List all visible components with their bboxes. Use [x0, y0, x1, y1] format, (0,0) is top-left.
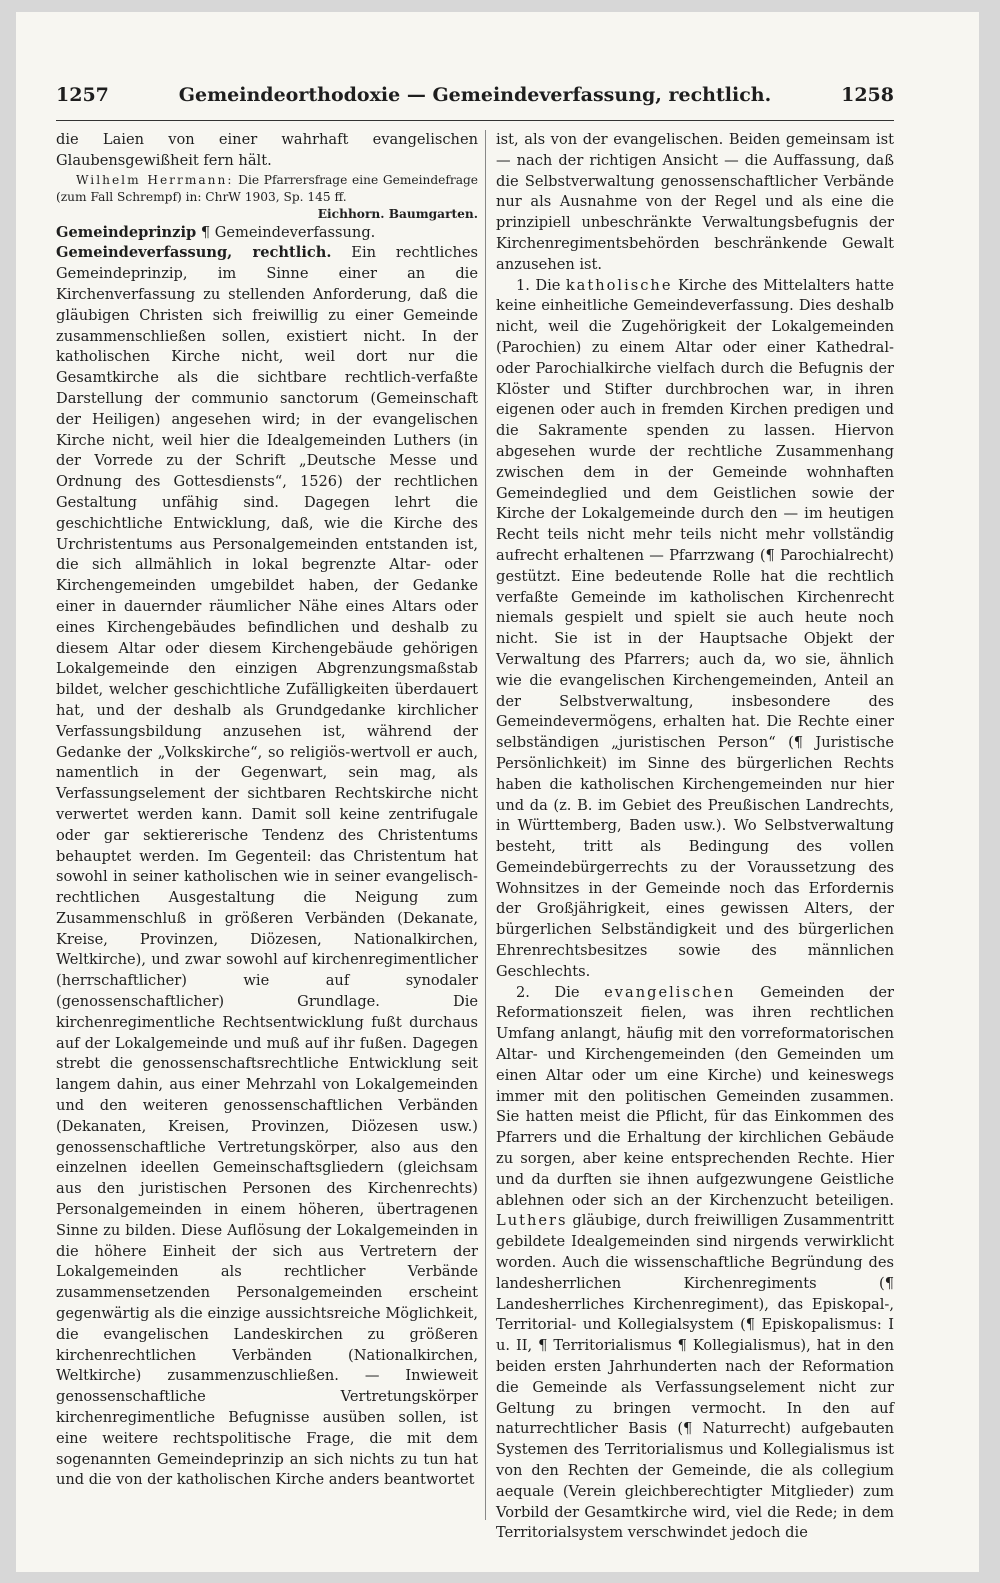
entry-gemeindeverfassung — [56, 243, 478, 1491]
section-1 — [496, 276, 894, 983]
cross-reference: ¶ Gemeindeverfassung. — [196, 223, 376, 241]
spaced-term: katholische — [565, 276, 673, 294]
spaced-term: evangelischen — [604, 983, 736, 1001]
spaced-term: Luthers — [496, 1212, 568, 1230]
section-text: gläubige, durch freiwilligen Zusammentritt gebildete Idealgemeinden sind nirgends verwirklicht worden. Auch die wissenschaftliche Begründung des landesherrlichen Kirchenregiments (¶ Landesherrliches Kirchenregiment), das Episkopal-, Territorial- und Kollegialsystem (¶ Episkopalismus: I u. II, ¶ Territorialismus ¶ Kollegialismus), hat in den beiden ersten Jahrhunderten nach der Reformation die Gemeinde als Verfassungselement nicht zur Geltung zu bringen vermocht. In den auf naturrechtlicher Basis (¶ Naturrecht) aufgebauten Systemen des Territorialismus und Kollegialismus ist von den Rechten der Gemeinde, die als collegium aequale (Verein gleichberechtigter Mitglieder) zum Vorbild der Gesamtkirche wird, viel die Rede; in dem Territorialsystem verschwindet jedoch die — [496, 1212, 894, 1542]
reference-entry — [56, 172, 478, 206]
entry-gemeindeprinzip — [56, 223, 478, 244]
reference-text: Die Pfarrersfrage eine Gemeindefrage (zum Fall Schrempf) in: ChrW 1903, Sp. 145 ff. — [56, 172, 479, 204]
page-sheet — [16, 12, 979, 1572]
header-rule — [56, 120, 894, 121]
column-divider — [485, 130, 486, 1520]
continued-paragraph: die Laien von einer wahrhaft evangelischen Glaubensgewißheit fern hält. — [56, 131, 478, 169]
entry-keyword: Gemeindeprinzip — [56, 223, 197, 241]
section-number: 2. Die — [516, 983, 605, 1001]
article-signers: Eichhorn. Baumgarten. — [317, 206, 478, 221]
section-text: Kirche des Mittelalters hatte keine einheitliche Gemeindeverfassung. Dies deshalb nicht, weil die Zugehörigkeit der Lokalgemeinden (Parochien) zu einem Altar oder einer Kathedral- oder Parochialkirche vielfach durch die Befugnis der Klöster und Stifter durchbrochen war, in ihren eigenen oder auch in fremden Kirchen predigen und die Sakramente spenden zu lassen. Hiervon abgesehen wurde der rechtliche Zusammenhang zwischen dem in der Gemeinde wohnhaften Gemeindeglied und dem Geistlichen sowie der Kirche der Lokalgemeinde durch den — im heutigen Recht teils nicht mehr teils nicht mehr vollständig aufrecht erhaltenen — Pfarrzwang (¶ Parochialrecht) gestützt. Eine bedeutende Rolle hat die rechtlich verfaßte Gemeinde im katholischen Kirchenrecht niemals gespielt und spielt sie auch heute noch nicht. Sie ist in der Hauptsache Objekt der Verwaltung des Pfarrers; auch da, wo sie, ähnlich wie die evangelischen Kirchengemeinden, Anteil an der Selbstverwaltung, insbesondere des Gemeindevermögens, erhalten hat. Die Rechte einer selbständigen „juristischen Person“ (¶ Juristische Persönlichkeit) im Sinne des bürgerlichen Rechts haben die katholischen Kirchengemeinden nur hier und da (z. B. im Gebiet des Preußischen Landrechts, in Württemberg, Baden usw.). Wo Selbstverwaltung besteht, tritt als Bedingung des vollen Gemeindebürgerrechts zu der Voraussetzung des Wohnsitzes in der Gemeinde noch das Erfordernis der Großjährigkeit, eines gewissen Alters, der bürgerlichen Selbständigkeit und des bürgerlichen Ehrenrechtsbesitzes sowie des männlichen Geschlechts. — [496, 276, 894, 980]
section-text: Gemeinden der Reformationszeit fielen, was ihren rechtlichen Umfang anlangt, häufig mit den vorreformatorischen Altar- und Kirchengemeinden (den Gemeinden um einen Altar oder um eine Kirche) und keineswegs immer mit den politischen Gemeinden zusammen. Sie hatten meist die Pflicht, für das Einkommen des Pfarrers und die Erhaltung der kirchlichen Gebäude zu sorgen, aber keine entsprechenden Rechte. Hier und da durften sie ihnen aufgezwungene Geistliche ablehnen oder sich an der Kirchenzucht beteiligen. — [496, 983, 894, 1209]
section-2 — [496, 983, 894, 1545]
right-column — [496, 130, 894, 1542]
left-column — [56, 130, 478, 1520]
page-header — [56, 84, 894, 116]
entry-body: Ein rechtliches Gemeindeprinzip, im Sinne einer an die Kirchenverfassung zu stellenden Anforderung, daß die gläubigen Christen sich freiwillig zu einer Gemeinde zusammenschließen sollen, existiert nicht. In der katholischen Kirche nicht, weil dort nur die Gesamtkirche als die sichtbare rechtlich-verfaßte Darstellung der communio sanctorum (Gemeinschaft der Heiligen) angesehen wird; in der evangelischen Kirche nicht, weil hier die Idealgemeinden Luthers (in der Vorrede zu der Schrift „Deutsche Messe und Ordnung des Gottesdiensts“, 1526) der rechtlichen Gestaltung unfähig sind. Dagegen lehrt die geschichtliche Entwicklung, daß, wie die Kirche des Urchristentums aus Personalgemeinden entstanden ist, die sich allmählich in lokal begrenzte Altar- oder Kirchengemeinden umgebildet haben, der Gedanke einer in dauernder räumlicher Nähe eines Altars oder eines Kirchengebäudes befindlichen und deshalb zu diesem Altar oder diesem Kirchengebäude gehörigen Lokalgemeinde den einzigen Abgrenzungsmaßstab bildet, welcher geschichtliche Zufälligkeiten überdauert hat, und der deshalb als Grundgedanke kirchlicher Verfassungsbildung anzusehen ist, während der Gedanke der „Volkskirche“, so religiös-wertvoll er auch, namentlich in der Gegenwart, sein mag, als Verfassungselement der sichtbaren Rechtskirche nicht verwertet werden kann. Damit soll keine zentrifugale oder gar sektiererische Tendenz des Christentums behauptet werden. Im Gegenteil: das Christentum hat sowohl in seiner katholischen wie in seiner evangelisch-rechtlichen Ausgestaltung die Neigung zum Zusammenschluß in größeren Verbänden (Dekanate, Kreise, Provinzen, Diözesen, Nationalkirchen, Weltkirche), und zwar sowohl auf kirchenregimentlicher (herrschaftlicher) wie auf synodaler (genossenschaftlicher) Grundlage. Die kirchenregimentliche Rechtsentwicklung fußt durchaus auf der Lokalgemeinde und muß auf ihr fußen. Dagegen strebt die genossenschaftsrechtliche Entwicklung seit langem dahin, aus einer Mehrzahl von Lokalgemeinden und den weiteren genossenschaftlichen Verbänden (Dekanaten, Kreisen, Provinzen, Diözesen usw.) genossenschaftliche Vertretungskörper, also aus den einzelnen ideellen Gemeinschaftsgliedern (gleichsam aus den juristischen Personen des Kirchenrechts) Personalgemeinden in einem höheren, übertragenen Sinne zu bilden. Diese Auflösung der Lokalgemeinden in die höhere Einheit der sich aus Vertretern der Lokalgemeinden als rechtlicher Verbände zusammensetzenden Personalgemeinden erscheint gegenwärtig als die einzige aussichtsreiche Möglichkeit, die evangelischen Landeskirchen zu größeren kirchenrechtlichen Verbänden (Nationalkirchen, Weltkirche) zusammenzuschließen. — Inwieweit genossenschaftliche Vertretungskörper kirchenregimentliche Befugnisse ausüben sollen, ist eine weitere rechtspolitische Frage, die mit dem sogenannten Gemeindeprinzip an sich nichts zu tun hat und die von der katholischen Kirche anders beantwortet — [56, 244, 478, 1489]
continued-paragraph: ist, als von der evangelischen. Beiden gemeinsam ist — nach der richtigen Ansicht — die Auffassung, daß die Selbstverwaltung genossenschaftlicher Verbände nur als Ausnahme von der Regel und als eine die prinzipiell unbeschränkte Verwaltungsbefugnis der Kirchenregimentsbehörden beschränkende Gewalt anzusehen ist. — [496, 131, 894, 273]
section-number: 1. Die — [516, 276, 566, 294]
entry-keyword: Gemeindeverfassung, rechtlich. — [56, 244, 332, 262]
page-number-left: 1257 — [56, 84, 109, 106]
page-number-right: 1258 — [841, 84, 894, 106]
running-title: Gemeindeorthodoxie — Gemeindeverfassung, rechtlich. — [178, 84, 772, 106]
reference-author: Wilhelm Herrmann: — [76, 172, 234, 187]
